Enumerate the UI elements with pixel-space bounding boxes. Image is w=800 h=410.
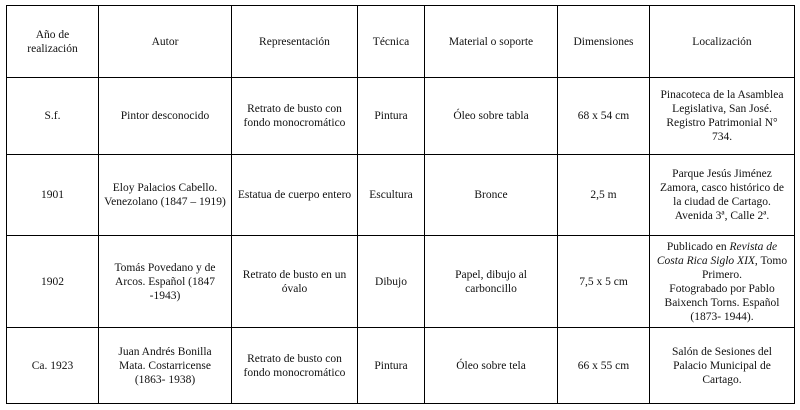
header-material: Material o soporte xyxy=(425,6,558,78)
cell-location xyxy=(650,236,795,328)
table-row xyxy=(7,155,795,236)
header-location: Localización xyxy=(650,6,795,78)
cell-representation: Retrato de busto con fondo monocromático xyxy=(232,78,358,155)
cell-author: Tomás Povedano y de Arcos. Español (1847 -1943) xyxy=(99,236,232,328)
location-suffix: , Tomo Primero. xyxy=(702,254,788,281)
cell-location: Salón de Sesiones del Palacio Municipal de Cartago. xyxy=(650,328,795,404)
location-publication xyxy=(655,240,789,282)
location-prefix: Publicado en xyxy=(666,240,730,253)
artwork-table xyxy=(6,5,795,404)
cell-author: Juan Andrés Bonilla Mata. Costarricense (1863- 1938) xyxy=(99,328,232,404)
header-author: Autor xyxy=(99,6,232,78)
cell-year: 1902 xyxy=(7,236,99,328)
artwork-table-container xyxy=(6,5,795,404)
cell-author: Pintor desconocido xyxy=(99,78,232,155)
cell-year: 1901 xyxy=(7,155,99,236)
cell-representation: Estatua de cuerpo entero xyxy=(232,155,358,236)
cell-author: Eloy Palacios Cabello. Venezolano (1847 – 1919) xyxy=(99,155,232,236)
header-year: Año de realización xyxy=(7,6,99,78)
header-dimensions: Dimensiones xyxy=(558,6,650,78)
cell-material: Bronce xyxy=(425,155,558,236)
publication-title: Revista de Costa Rica Siglo XIX xyxy=(656,240,778,267)
table-row xyxy=(7,236,795,328)
cell-dimensions: 2,5 m xyxy=(558,155,650,236)
cell-technique: Pintura xyxy=(358,328,425,404)
table-row xyxy=(7,328,795,404)
location-credit: Fotograbado por Pablo Baixench Torns. Español (1873- 1944). xyxy=(664,282,780,323)
cell-material: Óleo sobre tela xyxy=(425,328,558,404)
cell-technique: Pintura xyxy=(358,78,425,155)
header-representation: Representación xyxy=(232,6,358,78)
cell-material: Óleo sobre tabla xyxy=(425,78,558,155)
cell-technique: Dibujo xyxy=(358,236,425,328)
header-row xyxy=(7,6,795,78)
header-technique: Técnica xyxy=(358,6,425,78)
table-row xyxy=(7,78,795,155)
cell-dimensions: 7,5 x 5 cm xyxy=(558,236,650,328)
cell-location: Pinacoteca de la Asamblea Legislativa, San José. Registro Patrimonial N° 734. xyxy=(650,78,795,155)
cell-year: Ca. 1923 xyxy=(7,328,99,404)
cell-representation: Retrato de busto en un óvalo xyxy=(232,236,358,328)
cell-material: Papel, dibujo al carboncillo xyxy=(425,236,558,328)
cell-technique: Escultura xyxy=(358,155,425,236)
cell-year: S.f. xyxy=(7,78,99,155)
cell-dimensions: 68 x 54 cm xyxy=(558,78,650,155)
cell-location: Parque Jesús Jiménez Zamora, casco histórico de la ciudad de Cartago. Avenida 3ª, Calle 2ª. xyxy=(650,155,795,236)
cell-dimensions: 66 x 55 cm xyxy=(558,328,650,404)
cell-representation: Retrato de busto con fondo monocromático xyxy=(232,328,358,404)
